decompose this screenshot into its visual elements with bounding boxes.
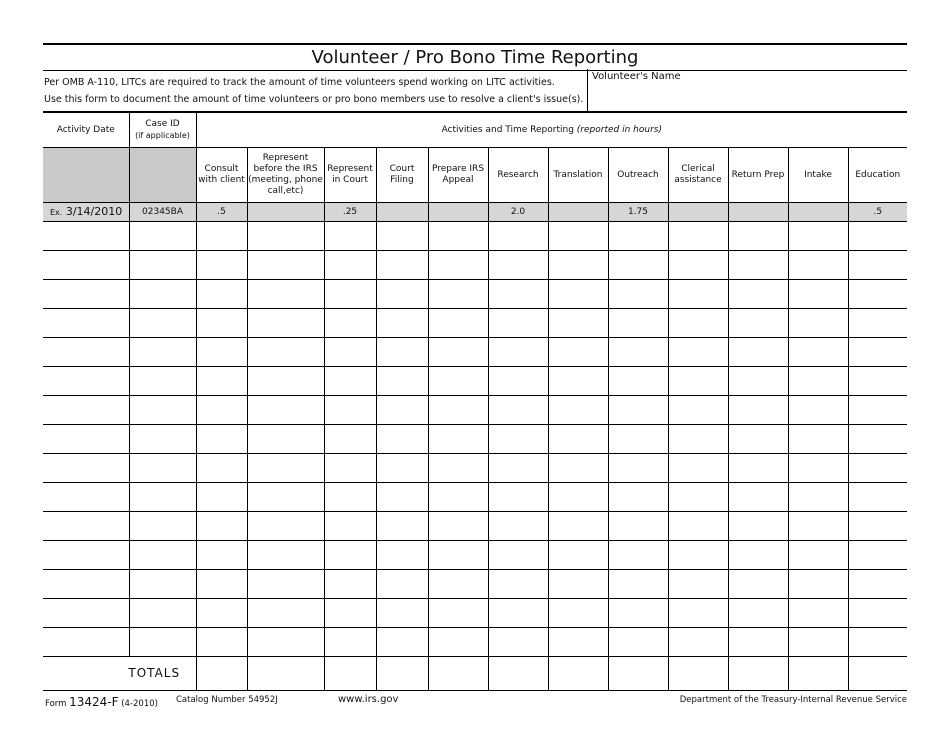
example-value-cell [247, 203, 324, 222]
hours-input[interactable] [608, 251, 668, 280]
form-instructions [43, 69, 586, 111]
activity-column-header: Intake [788, 148, 848, 203]
hours-input[interactable] [196, 599, 247, 628]
total-hours-input[interactable] [788, 657, 848, 691]
example-value-cell [376, 203, 428, 222]
activity-date-input[interactable] [43, 338, 129, 367]
hours-input[interactable] [788, 396, 848, 425]
example-value-cell: .25 [324, 203, 376, 222]
table-row [43, 541, 907, 570]
hours-input[interactable] [488, 222, 548, 251]
hours-input[interactable] [324, 309, 376, 338]
hours-input[interactable] [788, 309, 848, 338]
hours-input[interactable] [196, 251, 247, 280]
hours-input[interactable] [848, 454, 907, 483]
hours-input[interactable] [247, 454, 324, 483]
hours-input[interactable] [488, 599, 548, 628]
table-row [43, 222, 907, 251]
total-hours-input[interactable] [668, 657, 728, 691]
hours-input[interactable] [428, 512, 488, 541]
case-id-input[interactable] [129, 396, 196, 425]
total-hours-input[interactable] [428, 657, 488, 691]
form-title: Volunteer / Pro Bono Time Reporting [43, 43, 907, 71]
activities-header: Activities and Time Reporting (reported in hours) [196, 113, 907, 148]
hours-input[interactable] [668, 396, 728, 425]
hours-input[interactable] [376, 483, 428, 512]
hours-input[interactable] [428, 483, 488, 512]
form-number: Form 13424-F (4-2010) [45, 695, 158, 709]
hours-input[interactable] [428, 425, 488, 454]
hours-input[interactable] [668, 628, 728, 657]
hours-input[interactable] [488, 396, 548, 425]
total-hours-input[interactable] [196, 657, 247, 691]
hours-input[interactable] [428, 338, 488, 367]
table-row [43, 251, 907, 280]
case-id-input[interactable] [129, 454, 196, 483]
hours-input[interactable] [608, 512, 668, 541]
table-row [43, 483, 907, 512]
time-reporting-table [43, 112, 907, 691]
hours-input[interactable] [548, 454, 608, 483]
hours-input[interactable] [376, 425, 428, 454]
hours-input[interactable] [488, 367, 548, 396]
hours-input[interactable] [608, 338, 668, 367]
hours-input[interactable] [196, 367, 247, 396]
hours-input[interactable] [668, 425, 728, 454]
hours-input[interactable] [324, 628, 376, 657]
case-id-input[interactable] [129, 222, 196, 251]
table-row [43, 570, 907, 599]
total-hours-input[interactable] [848, 657, 907, 691]
hours-input[interactable] [788, 599, 848, 628]
example-value-cell [788, 203, 848, 222]
hours-input[interactable] [728, 367, 788, 396]
hours-input[interactable] [196, 425, 247, 454]
example-case-id-cell: 02345BA [129, 203, 196, 222]
hours-input[interactable] [788, 541, 848, 570]
hours-input[interactable] [324, 454, 376, 483]
totals-row [43, 657, 907, 691]
table-row [43, 454, 907, 483]
hours-input[interactable] [728, 454, 788, 483]
hours-input[interactable] [324, 338, 376, 367]
table-row [43, 512, 907, 541]
hours-input[interactable] [728, 541, 788, 570]
hours-input[interactable] [324, 599, 376, 628]
hours-input[interactable] [848, 338, 907, 367]
case-id-input[interactable] [129, 280, 196, 309]
hours-input[interactable] [428, 251, 488, 280]
hours-input[interactable] [428, 570, 488, 599]
hours-input[interactable] [668, 309, 728, 338]
hours-input[interactable] [668, 599, 728, 628]
case-id-input[interactable] [129, 309, 196, 338]
hours-input[interactable] [848, 570, 907, 599]
hours-input[interactable] [728, 628, 788, 657]
hours-input[interactable] [608, 280, 668, 309]
hours-input[interactable] [428, 541, 488, 570]
example-value-cell: 1.75 [608, 203, 668, 222]
activity-column-header: Return Prep [728, 148, 788, 203]
hours-input[interactable] [728, 570, 788, 599]
table-row [43, 367, 907, 396]
hours-input[interactable] [376, 309, 428, 338]
hours-input[interactable] [788, 367, 848, 396]
hours-input[interactable] [608, 483, 668, 512]
instruction-line-2: Use this form to document the amount of time volunteers or pro bono members use to resolve a client's issue(s). [44, 94, 584, 105]
hours-input[interactable] [488, 570, 548, 599]
example-value-cell: .5 [196, 203, 247, 222]
example-value-cell [548, 203, 608, 222]
hours-input[interactable] [788, 628, 848, 657]
hours-input[interactable] [608, 541, 668, 570]
hours-input[interactable] [728, 483, 788, 512]
hours-input[interactable] [428, 396, 488, 425]
activity-date-input[interactable] [43, 628, 129, 657]
hours-input[interactable] [788, 454, 848, 483]
hours-input[interactable] [247, 628, 324, 657]
hours-input[interactable] [247, 541, 324, 570]
hours-input[interactable] [376, 599, 428, 628]
case-id-input[interactable] [129, 367, 196, 396]
case-id-input[interactable] [129, 251, 196, 280]
hours-input[interactable] [324, 367, 376, 396]
hours-input[interactable] [376, 367, 428, 396]
hours-input[interactable] [728, 251, 788, 280]
hours-input[interactable] [247, 599, 324, 628]
activity-date-input[interactable] [43, 425, 129, 454]
hours-input[interactable] [376, 338, 428, 367]
hours-input[interactable] [788, 483, 848, 512]
hours-input[interactable] [376, 628, 428, 657]
hours-input[interactable] [324, 425, 376, 454]
hours-input[interactable] [324, 570, 376, 599]
hours-input[interactable] [848, 541, 907, 570]
hours-input[interactable] [376, 570, 428, 599]
hours-input[interactable] [668, 280, 728, 309]
activity-column-header: Research [488, 148, 548, 203]
hours-input[interactable] [488, 541, 548, 570]
hours-input[interactable] [668, 512, 728, 541]
hours-input[interactable] [848, 628, 907, 657]
hours-input[interactable] [488, 425, 548, 454]
hours-input[interactable] [324, 541, 376, 570]
hours-input[interactable] [728, 396, 788, 425]
volunteer-name-field[interactable] [587, 69, 907, 111]
example-value-cell: 2.0 [488, 203, 548, 222]
hours-input[interactable] [608, 396, 668, 425]
hours-input[interactable] [196, 483, 247, 512]
hours-input[interactable] [608, 570, 668, 599]
hours-input[interactable] [324, 396, 376, 425]
hours-input[interactable] [848, 251, 907, 280]
hours-input[interactable] [848, 222, 907, 251]
hours-input[interactable] [488, 454, 548, 483]
totals-label: TOTALS [43, 657, 196, 691]
activity-column-header: Outreach [608, 148, 668, 203]
hours-input[interactable] [848, 309, 907, 338]
hours-input[interactable] [728, 280, 788, 309]
case-id-input[interactable] [129, 512, 196, 541]
hours-input[interactable] [324, 280, 376, 309]
hours-input[interactable] [548, 367, 608, 396]
hours-input[interactable] [788, 425, 848, 454]
hours-input[interactable] [247, 425, 324, 454]
table-row [43, 425, 907, 454]
hours-input[interactable] [376, 512, 428, 541]
hours-input[interactable] [728, 338, 788, 367]
hours-input[interactable] [668, 483, 728, 512]
hours-input[interactable] [376, 541, 428, 570]
hours-input[interactable] [428, 628, 488, 657]
hours-input[interactable] [548, 628, 608, 657]
activity-date-input[interactable] [43, 396, 129, 425]
example-value-cell [428, 203, 488, 222]
case-id-input[interactable] [129, 425, 196, 454]
hours-input[interactable] [548, 338, 608, 367]
activity-date-input[interactable] [43, 367, 129, 396]
hours-input[interactable] [428, 280, 488, 309]
hours-input[interactable] [196, 309, 247, 338]
hours-input[interactable] [788, 338, 848, 367]
hours-input[interactable] [608, 599, 668, 628]
activity-date-input[interactable] [43, 512, 129, 541]
hours-input[interactable] [548, 280, 608, 309]
hours-input[interactable] [548, 599, 608, 628]
table-row [43, 396, 907, 425]
hours-input[interactable] [376, 222, 428, 251]
catalog-number: Catalog Number 54952J [176, 695, 278, 705]
hours-input[interactable] [324, 483, 376, 512]
case-id-shaded [129, 148, 196, 203]
hours-input[interactable] [247, 251, 324, 280]
hours-input[interactable] [728, 309, 788, 338]
hours-input[interactable] [548, 309, 608, 338]
hours-input[interactable] [247, 309, 324, 338]
hours-input[interactable] [668, 367, 728, 396]
hours-input[interactable] [247, 512, 324, 541]
hours-input[interactable] [196, 396, 247, 425]
hours-input[interactable] [548, 512, 608, 541]
table-row [43, 309, 907, 338]
hours-input[interactable] [788, 251, 848, 280]
hours-input[interactable] [728, 425, 788, 454]
hours-input[interactable] [608, 309, 668, 338]
example-value-cell: .5 [848, 203, 907, 222]
example-value-cell [728, 203, 788, 222]
hours-input[interactable] [488, 251, 548, 280]
hours-input[interactable] [788, 512, 848, 541]
hours-input[interactable] [548, 396, 608, 425]
table-row [43, 628, 907, 657]
hours-input[interactable] [196, 454, 247, 483]
activity-column-header: Court Filing [376, 148, 428, 203]
hours-input[interactable] [788, 280, 848, 309]
hours-input[interactable] [848, 483, 907, 512]
example-date-cell: Ex. 3/14/2010 [43, 203, 129, 222]
activity-date-input[interactable] [43, 483, 129, 512]
case-id-input[interactable] [129, 483, 196, 512]
hours-input[interactable] [608, 425, 668, 454]
hours-input[interactable] [324, 512, 376, 541]
hours-input[interactable] [488, 309, 548, 338]
hours-input[interactable] [247, 367, 324, 396]
total-hours-input[interactable] [376, 657, 428, 691]
instruction-line-1: Per OMB A-110, LITCs are required to track the amount of time volunteers spend working on LITC activities. [44, 77, 555, 88]
activity-date-input[interactable] [43, 251, 129, 280]
activity-date-input[interactable] [43, 599, 129, 628]
activity-date-input[interactable] [43, 280, 129, 309]
example-value-cell [668, 203, 728, 222]
hours-input[interactable] [376, 280, 428, 309]
activity-date-input[interactable] [43, 222, 129, 251]
hours-input[interactable] [196, 570, 247, 599]
hours-input[interactable] [548, 570, 608, 599]
hours-input[interactable] [668, 454, 728, 483]
activity-column-header: Clerical assistance [668, 148, 728, 203]
hours-input[interactable] [488, 338, 548, 367]
hours-input[interactable] [428, 222, 488, 251]
total-hours-input[interactable] [324, 657, 376, 691]
hours-input[interactable] [376, 454, 428, 483]
hours-input[interactable] [247, 483, 324, 512]
hours-input[interactable] [608, 454, 668, 483]
hours-input[interactable] [728, 512, 788, 541]
hours-input[interactable] [668, 338, 728, 367]
table-row [43, 338, 907, 367]
hours-input[interactable] [548, 425, 608, 454]
activity-column-header: Translation [548, 148, 608, 203]
table-row [43, 280, 907, 309]
hours-input[interactable] [324, 251, 376, 280]
activity-date-input[interactable] [43, 309, 129, 338]
table-row [43, 599, 907, 628]
hours-input[interactable] [196, 541, 247, 570]
hours-input[interactable] [848, 425, 907, 454]
hours-input[interactable] [728, 222, 788, 251]
case-id-header: Case ID (if applicable) [129, 113, 196, 148]
hours-input[interactable] [848, 396, 907, 425]
hours-input[interactable] [428, 367, 488, 396]
hours-input[interactable] [196, 512, 247, 541]
hours-input[interactable] [788, 570, 848, 599]
activity-column-header: Consult with client [196, 148, 247, 203]
hours-input[interactable] [848, 599, 907, 628]
activity-column-header: Education [848, 148, 907, 203]
hours-input[interactable] [848, 367, 907, 396]
volunteer-name-label: Volunteer's Name [592, 71, 681, 82]
total-hours-input[interactable] [488, 657, 548, 691]
hours-input[interactable] [196, 628, 247, 657]
hours-input[interactable] [548, 483, 608, 512]
hours-input[interactable] [247, 338, 324, 367]
activity-column-header: Represent in Court [324, 148, 376, 203]
hours-input[interactable] [548, 222, 608, 251]
hours-input[interactable] [488, 512, 548, 541]
hours-input[interactable] [247, 222, 324, 251]
hours-input[interactable] [428, 454, 488, 483]
hours-input[interactable] [488, 483, 548, 512]
hours-input[interactable] [196, 280, 247, 309]
total-hours-input[interactable] [728, 657, 788, 691]
hours-input[interactable] [608, 222, 668, 251]
hours-input[interactable] [848, 280, 907, 309]
hours-input[interactable] [428, 309, 488, 338]
activity-date-input[interactable] [43, 454, 129, 483]
hours-input[interactable] [428, 599, 488, 628]
case-id-input[interactable] [129, 628, 196, 657]
website-link[interactable]: www.irs.gov [338, 694, 399, 705]
activity-date-input[interactable] [43, 541, 129, 570]
case-id-input[interactable] [129, 570, 196, 599]
hours-input[interactable] [548, 541, 608, 570]
hours-input[interactable] [788, 222, 848, 251]
total-hours-input[interactable] [548, 657, 608, 691]
department-label: Department of the Treasury-Internal Revenue Service [679, 695, 907, 705]
hours-input[interactable] [196, 338, 247, 367]
hours-input[interactable] [376, 396, 428, 425]
hours-input[interactable] [548, 251, 608, 280]
hours-input[interactable] [376, 251, 428, 280]
total-hours-input[interactable] [608, 657, 668, 691]
hours-input[interactable] [668, 541, 728, 570]
hours-input[interactable] [608, 367, 668, 396]
hours-input[interactable] [668, 570, 728, 599]
case-id-input[interactable] [129, 541, 196, 570]
total-hours-input[interactable] [247, 657, 324, 691]
hours-input[interactable] [728, 599, 788, 628]
case-id-input[interactable] [129, 338, 196, 367]
hours-input[interactable] [608, 628, 668, 657]
hours-input[interactable] [668, 251, 728, 280]
hours-input[interactable] [488, 280, 548, 309]
hours-input[interactable] [668, 222, 728, 251]
hours-input[interactable] [247, 570, 324, 599]
activity-date-header: Activity Date [43, 113, 129, 148]
case-id-input[interactable] [129, 599, 196, 628]
hours-input[interactable] [247, 280, 324, 309]
hours-input[interactable] [247, 396, 324, 425]
activity-column-header: Prepare IRS Appeal [428, 148, 488, 203]
hours-input[interactable] [324, 222, 376, 251]
activity-date-input[interactable] [43, 570, 129, 599]
hours-input[interactable] [196, 222, 247, 251]
hours-input[interactable] [848, 512, 907, 541]
hours-input[interactable] [488, 628, 548, 657]
activity-column-header: Represent before the IRS (meeting, phone call,etc) [247, 148, 324, 203]
activity-date-shaded [43, 148, 129, 203]
